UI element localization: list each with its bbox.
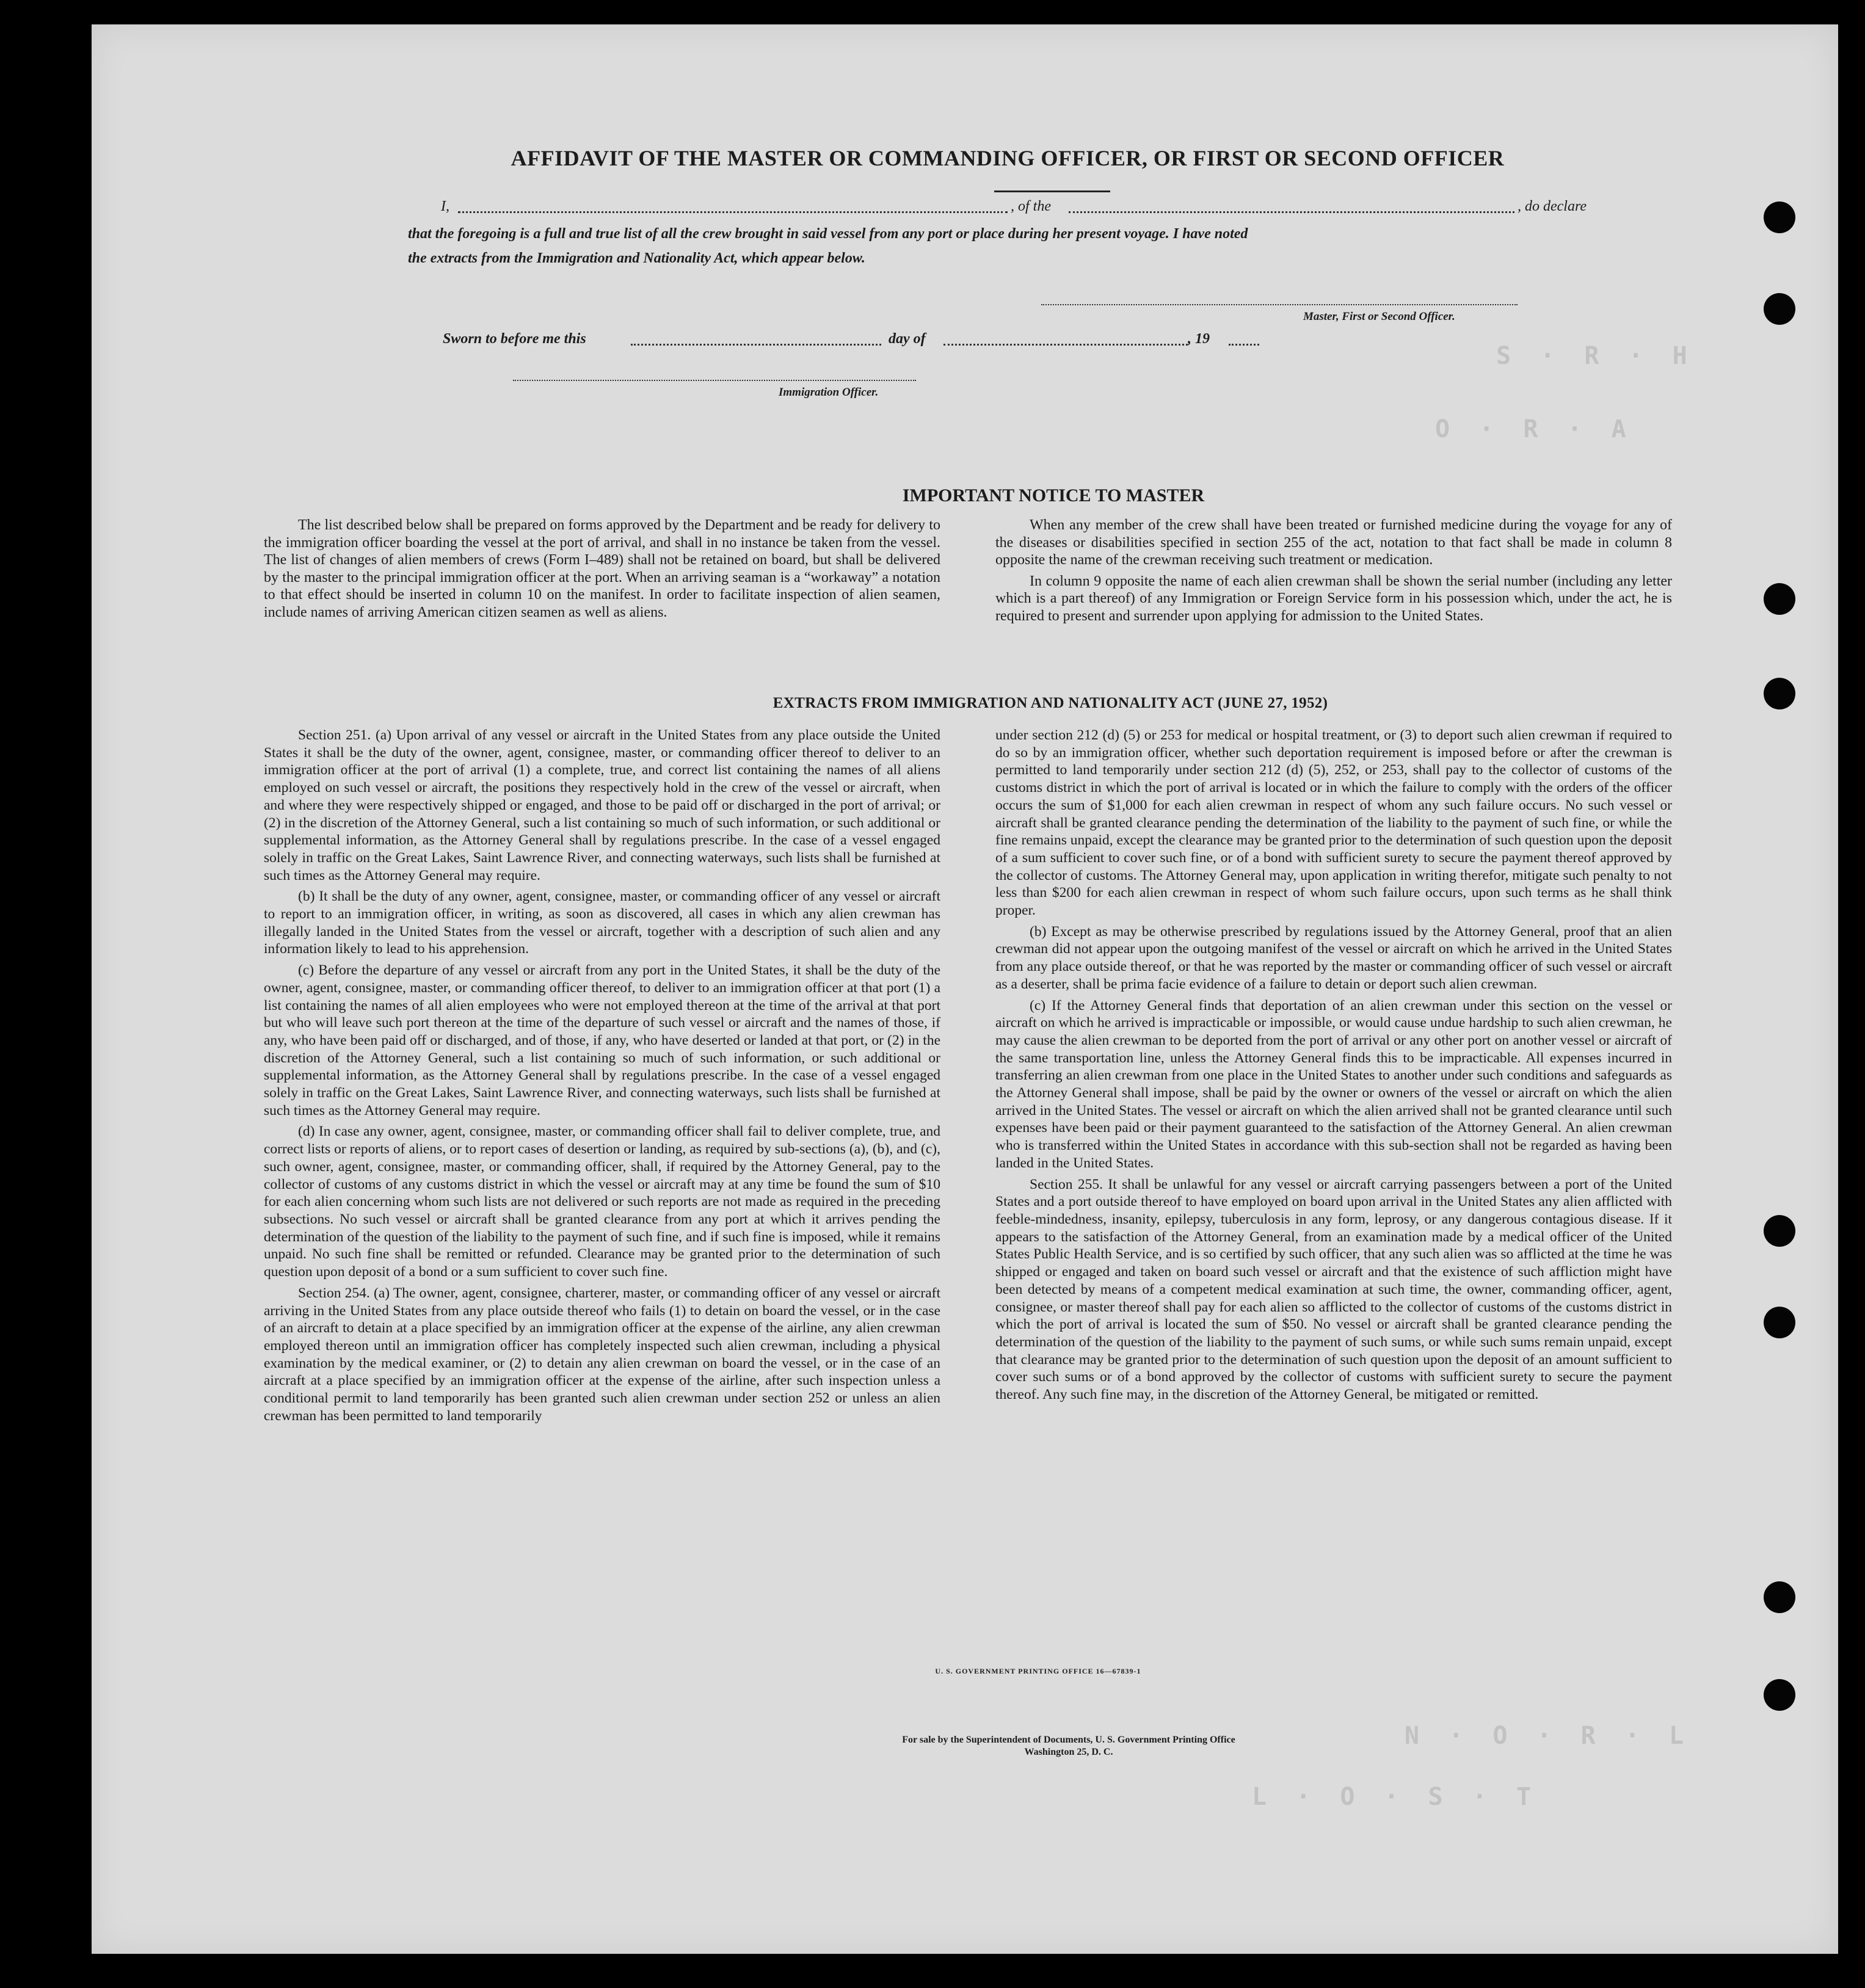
notice-right-paragraph-1: When any member of the crew shall have been treated or furnished medicine during the voyage for any of the diseases or disabilities specified in section 255 of the act, notation to that fact shall be made in column 8 opposite the name of the crewman receiving such treatment or medication. bbox=[995, 517, 1672, 568]
master-signature-field[interactable] bbox=[1041, 304, 1518, 305]
notice-left-paragraph: The list described below shall be prepared on forms approved by the Department and be ready for delivery to the immigration officer boarding the vessel at the port of arrival, and shall in no instance be taken from the vessel. The list of changes of alien members of crews (Form I–489) shall not be retained on board, but shall be delivered by the master to the principal immigration officer at the port. When an arriving seaman is a “workaway” a notation to that effect should be inserted in column 10 on the manifest. In order to facilitate inspection of alien seamen, include names of arriving American citizen seamen as well as aliens. bbox=[264, 517, 940, 620]
master-signature-caption: Master, First or Second Officer. bbox=[1303, 310, 1455, 323]
sworn-year-field[interactable] bbox=[1229, 344, 1259, 346]
section-251c: (c) Before the departure of any vessel or aircraft from any port in the United States, it shall be the duty of the owner, agent, consignee, master, or commanding officer thereof, to deliver to an immigration officer at that port (1) a list containing the names of all alien employees who were not employed thereon at the time of the arrival at that port but who will leave such port thereon at the time of the departure of such vessel or aircraft and the names of those, if any, who have been paid off or discharged, and of those, if any, who have deserted or landed at that port, or (2) in the discretion of the Attorney General, such a list containing so much of such information, or such additional or supplemental information, as the Attorney General shall by regulations prescribe. In the case of a vessel engaged solely in traffic on the Great Lakes, Saint Lawrence River, and connecting waterways, such lists shall be furnished at such times as the Attorney General may require. bbox=[264, 962, 940, 1119]
punch-hole bbox=[1764, 293, 1795, 325]
extracts-heading: EXTRACTS FROM IMMIGRATION AND NATIONALITY ACT (JUNE 27, 1952) bbox=[773, 695, 1328, 711]
bleed-through-text: L · O · S · T bbox=[1252, 1783, 1539, 1811]
section-255: Section 255. It shall be unlawful for any vessel or aircraft carrying passengers between a port of the United States and a port outside thereof to have employed on board upon arrival in the United States any alien afflicted with feeble-mindedness, insanity, epilepsy, tuberculosis in any form, leprosy, or any dangerous contagious disease. If it appears to the satisfaction of the Attorney General, from an examination made by a medical officer of the United States Public Health Service, and is so certified by such officer, that any such alien was so afflicted at the time he was shipped or engaged and taken on board such vessel or aircraft and that the existence of such affliction might have been detected by means of a competent medical examination at such time, the owner, commanding officer, agent, consignee, or master thereof shall pay for each alien so afflicted to the collector of customs of the customs district in which the port of arrival is located the sum of $50. No vessel or aircraft shall be granted clearance pending the determination of the question of the liability to the payment of such sums, or while such sums remain unpaid, except that clearance may be granted prior to the determination of such question upon the deposit of an amount sufficient to cover such sums or of a bond approved by the collector of customs with sufficient surety to secure the payment thereof. Any such fine may, in the discretion of the Attorney General, be mitigated or remitted. bbox=[995, 1176, 1672, 1403]
notice-right-column bbox=[995, 517, 1672, 628]
punch-hole bbox=[1764, 1307, 1795, 1338]
affidavit-i: I, bbox=[441, 198, 449, 214]
immigration-officer-caption: Immigration Officer. bbox=[779, 386, 879, 399]
punch-hole bbox=[1764, 1679, 1795, 1711]
section-251b: (b) It shall be the duty of any owner, agent, consignee, master, or commanding officer of any vessel or aircraft to report to an immigration officer, in writing, as soon as discovered, all cases in which any alien crewman has illegally landed in the United States from the vessel or aircraft, together with a description of such alien and any information likely to lead to his apprehension. bbox=[264, 888, 940, 957]
sworn-prefix: Sworn to before me this bbox=[443, 331, 586, 347]
section-254b: (b) Except as may be otherwise prescribed by regulations issued by the Attorney General, proof that an alien crewman did not appear upon the outgoing manifest of the vessel or aircraft on which he arrived in the United States from any place outside thereof, or that he was reported by the master or commanding officer of such vessel or aircraft as a deserter, shall be prima facie evidence of a failure to detain or deport such alien crewman. bbox=[995, 923, 1672, 992]
immigration-officer-signature-field[interactable] bbox=[513, 380, 916, 381]
section-251a: Section 251. (a) Upon arrival of any vessel or aircraft in the United States from any place outside the United States it shall be the duty of the owner, agent, consignee, master, or commanding officer thereof to deliver to an immigration officer at the port of arrival (1) a complete, true, and correct list containing the names of all aliens employed on such vessel or aircraft, the positions they respectively hold in the crew of the vessel or aircraft, when and where they were respectively shipped or engaged, and those to be paid off or discharged in the port of arrival; or (2) in the discretion of the Attorney General, such a list containing so much of such information, or such additional or supplemental information, as the Attorney General shall by regulations prescribe. In the case of a vessel engaged solely in traffic on the Great Lakes, Saint Lawrence River, and connecting waterways, such lists shall be furnished at such times as the Attorney General may require. bbox=[264, 727, 940, 883]
notice-right-paragraph-2: In column 9 opposite the name of each alien crewman shall be shown the serial number (including any letter which is a part thereof) of any Immigration or Foreign Service form in his possession which, under the act, he is required to present and surrender upon applying for admission to the United States. bbox=[995, 573, 1672, 624]
document-page bbox=[92, 24, 1838, 1954]
section-254c: (c) If the Attorney General finds that deportation of an alien crewman under this section on the vessel or aircraft on which he arrived is impracticable or impossible, or would cause undue hardship to such alien crewman, he may cause the alien crewman to be deported from the port of arrival or any other port on another vessel or aircraft of the same transportation line, unless the Attorney General finds this to be impracticable. All expenses incurred in transferring an alien crewman from one place in the United States to another under such conditions and safeguards as the Attorney General shall impose, shall be paid by the owner or owners of the vessel or aircraft on which the alien arrived in the United States. The vessel or aircraft on which the alien arrived shall not be granted clearance until such expenses have been paid or their payment guaranteed to the satisfaction of the Attorney General. An alien crewman who is transferred within the United States in accordance with this sub-section shall not be regarded as having been landed in the United States. bbox=[995, 997, 1672, 1171]
footer-line-1: For sale by the Superintendent of Documents, U. S. Government Printing Office bbox=[902, 1735, 1235, 1745]
sworn-month-field[interactable] bbox=[943, 344, 1188, 346]
vessel-name-field[interactable] bbox=[1069, 211, 1514, 213]
footer bbox=[702, 1734, 1435, 1758]
section-254a: Section 254. (a) The owner, agent, consignee, charterer, master, or commanding officer of any vessel or aircraft arriving in the United States from any place outside thereof who fails (1) to detain on board the vessel, or in the case of an aircraft to detain at a place specified by an immigration officer at the expense of the airline, any alien crewman employed thereon until an immigration officer has completely inspected such alien crewman, including a physical examination by the medical examiner, or (2) to detain any alien crewman on board the vessel, or in the case of an aircraft at a place specified by an immigration officer at the expense of the airline, after such inspection unless a conditional permit to land temporarily has been granted such alien crewman under section 252 or unless an alien crewman has been permitted to land temporarily bbox=[264, 1285, 940, 1424]
affidavit-statement-line1: that the foregoing is a full and true list of all the crew brought in said vessel from any port or place during her present voyage. I have noted bbox=[408, 226, 1248, 242]
extracts-right-column bbox=[995, 727, 1672, 1407]
affidavit-statement-line2: the extracts from the Immigration and Nationality Act, which appear below. bbox=[408, 250, 865, 266]
footer-line-2: Washington 25, D. C. bbox=[1024, 1747, 1113, 1757]
bleed-through-text: O · R · A bbox=[1435, 415, 1634, 443]
title-divider bbox=[994, 190, 1110, 192]
sworn-year: , 19 bbox=[1188, 331, 1210, 347]
notice-left-column bbox=[264, 517, 940, 625]
punch-hole bbox=[1764, 678, 1795, 709]
extracts-left-column bbox=[264, 727, 940, 1428]
sworn-day-field[interactable] bbox=[631, 344, 881, 346]
punch-hole bbox=[1764, 583, 1795, 615]
affidavit-do-declare: , do declare bbox=[1518, 198, 1587, 214]
punch-hole bbox=[1764, 1581, 1795, 1613]
affidavit-title: AFFIDAVIT OF THE MASTER OR COMMANDING OFFICER, OR FIRST OR SECOND OFFICER bbox=[511, 146, 1505, 170]
printing-office-imprint: U. S. GOVERNMENT PRINTING OFFICE 16—67839-1 bbox=[935, 1667, 1141, 1675]
declarant-name-field[interactable] bbox=[458, 211, 1008, 213]
notice-heading: IMPORTANT NOTICE TO MASTER bbox=[902, 485, 1205, 506]
section-251d: (d) In case any owner, agent, consignee, master, or commanding officer shall fail to deliver complete, true, and correct lists or reports of aliens, or to report cases of desertion or landing, as required by sub-sections (a), (b), and (c), such owner, agent, consignee, master, or commanding officer, shall, if required by the Attorney General, pay to the collector of customs of any customs district in which the vessel or aircraft may at any time be found the sum of $10 for each alien concerning whom such lists are not delivered or such reports are not made as required in the preceding subsections. No such vessel or aircraft shall be granted clearance from any port at which it arrives pending the determination of the question of the liability to the payment of such fine, and if such fine is imposed, while it remains unpaid. No such fine shall be remitted or refunded. Clearance may be granted prior to the determination of such question upon deposit of a bond or a sum sufficient to cover such fine. bbox=[264, 1123, 940, 1280]
punch-hole bbox=[1764, 201, 1795, 233]
bleed-through-text: N · O · R · L bbox=[1405, 1722, 1692, 1750]
section-254a-continued: under section 212 (d) (5) or 253 for medical or hospital treatment, or (3) to deport such alien crewman if required to do so by an immigration officer, whether such deportation requirement is imposed before or after the crewman is permitted to land temporarily under section 212 (d) (5), 252, or 253, shall pay to the collector of customs of the customs district in which the port of arrival is located or in which the failure to comply with the orders of the officer occurs the sum of $1,000 for each alien crewman in respect of whom any such failure occurs. No such vessel or aircraft shall be granted clearance pending the determination of the liability to the payment of such fine, or while the fine remains unpaid, except the clearance may be granted prior to the determination of such question upon the deposit of a sum sufficient to cover such fine, or of a bond with sufficient surety to secure the payment thereof approved by the collector of customs. The Attorney General may, upon application in writing therefor, mitigate such penalty to not less than $200 for each alien crewman in respect of whom such failure occurs, upon such terms as he shall think proper. bbox=[995, 727, 1672, 919]
affidavit-of-the: , of the bbox=[1011, 198, 1051, 214]
sworn-day-of: day of bbox=[889, 331, 926, 347]
punch-hole bbox=[1764, 1215, 1795, 1247]
bleed-through-text: S · R · H bbox=[1496, 342, 1695, 370]
